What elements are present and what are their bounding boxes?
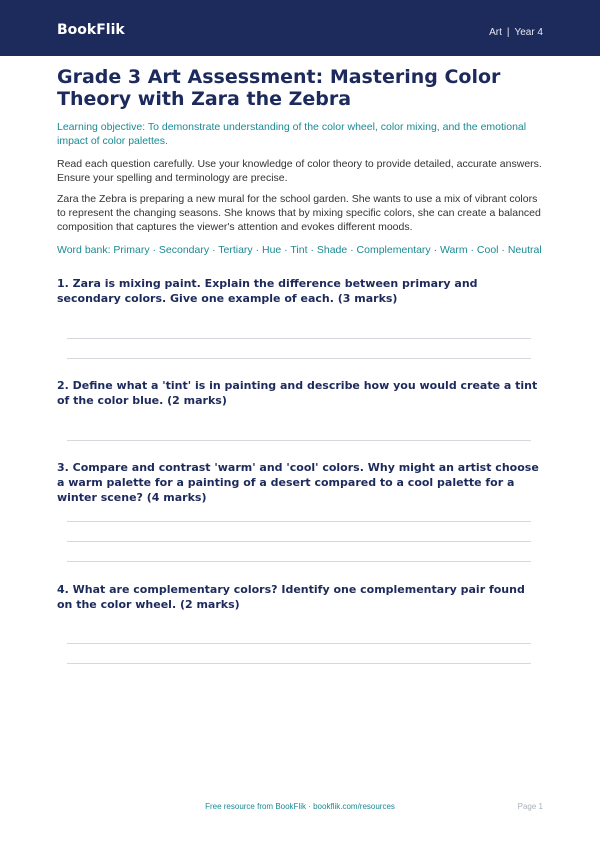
answer-line[interactable] [67, 338, 531, 339]
answer-line[interactable] [67, 440, 531, 441]
page-title: Grade 3 Art Assessment: Mastering Color Theory with Zara the Zebra [57, 66, 501, 110]
answer-line[interactable] [67, 663, 531, 664]
learning-objective: Learning objective: To demonstrate understanding of the color wheel, color mixing, and the emotional impact of color palettes. [57, 121, 527, 147]
answer-line[interactable] [67, 358, 531, 359]
word-bank: Word bank: Primary · Secondary · Tertiary · Hue · Tint · Shade · Complementary · Warm · Cool · Neutral [57, 244, 542, 256]
answer-line[interactable] [67, 643, 531, 644]
answer-line[interactable] [67, 521, 531, 522]
answer-line[interactable] [67, 561, 531, 562]
question-2: 2. Define what a 'tint' is in painting and describe how you would create a tint of the color blue. (2 marks) [57, 379, 538, 407]
question-3: 3. Compare and contrast 'warm' and 'cool' colors. Why might an artist choose a warm palette for a painting of a desert compared to a cool palette for a winter scene? (4 marks) [57, 461, 539, 504]
question-4: 4. What are complementary colors? Identify one complementary pair found on the color wheel. (2 marks) [57, 583, 525, 611]
subject-year-label [489, 27, 543, 38]
page-number: Page 1 [517, 802, 543, 811]
page-header [0, 0, 600, 56]
brand-logo[interactable]: BookFlik [57, 22, 125, 38]
answer-line[interactable] [67, 541, 531, 542]
question-1: 1. Zara is mixing paint. Explain the difference between primary and secondary colors. Give one example of each. (3 marks) [57, 277, 478, 305]
instructions-paragraph: Read each question carefully. Use your knowledge of color theory to provide detailed, accurate answers. Ensure your spelling and terminology are precise. [57, 158, 542, 184]
footer-credit[interactable]: Free resource from BookFlik · bookflik.com/resources [205, 802, 395, 811]
meta-separator: | [506, 27, 510, 38]
year-label: Year 4 [514, 27, 543, 38]
subject-label: Art [489, 27, 502, 38]
scenario-paragraph: Zara the Zebra is preparing a new mural for the school garden. She wants to use a mix of vibrant colors to represent the changing seasons. She knows that by mixing specific colors, she can create a balanced composition that captures the viewer's attention and evokes different moods. [57, 193, 541, 233]
